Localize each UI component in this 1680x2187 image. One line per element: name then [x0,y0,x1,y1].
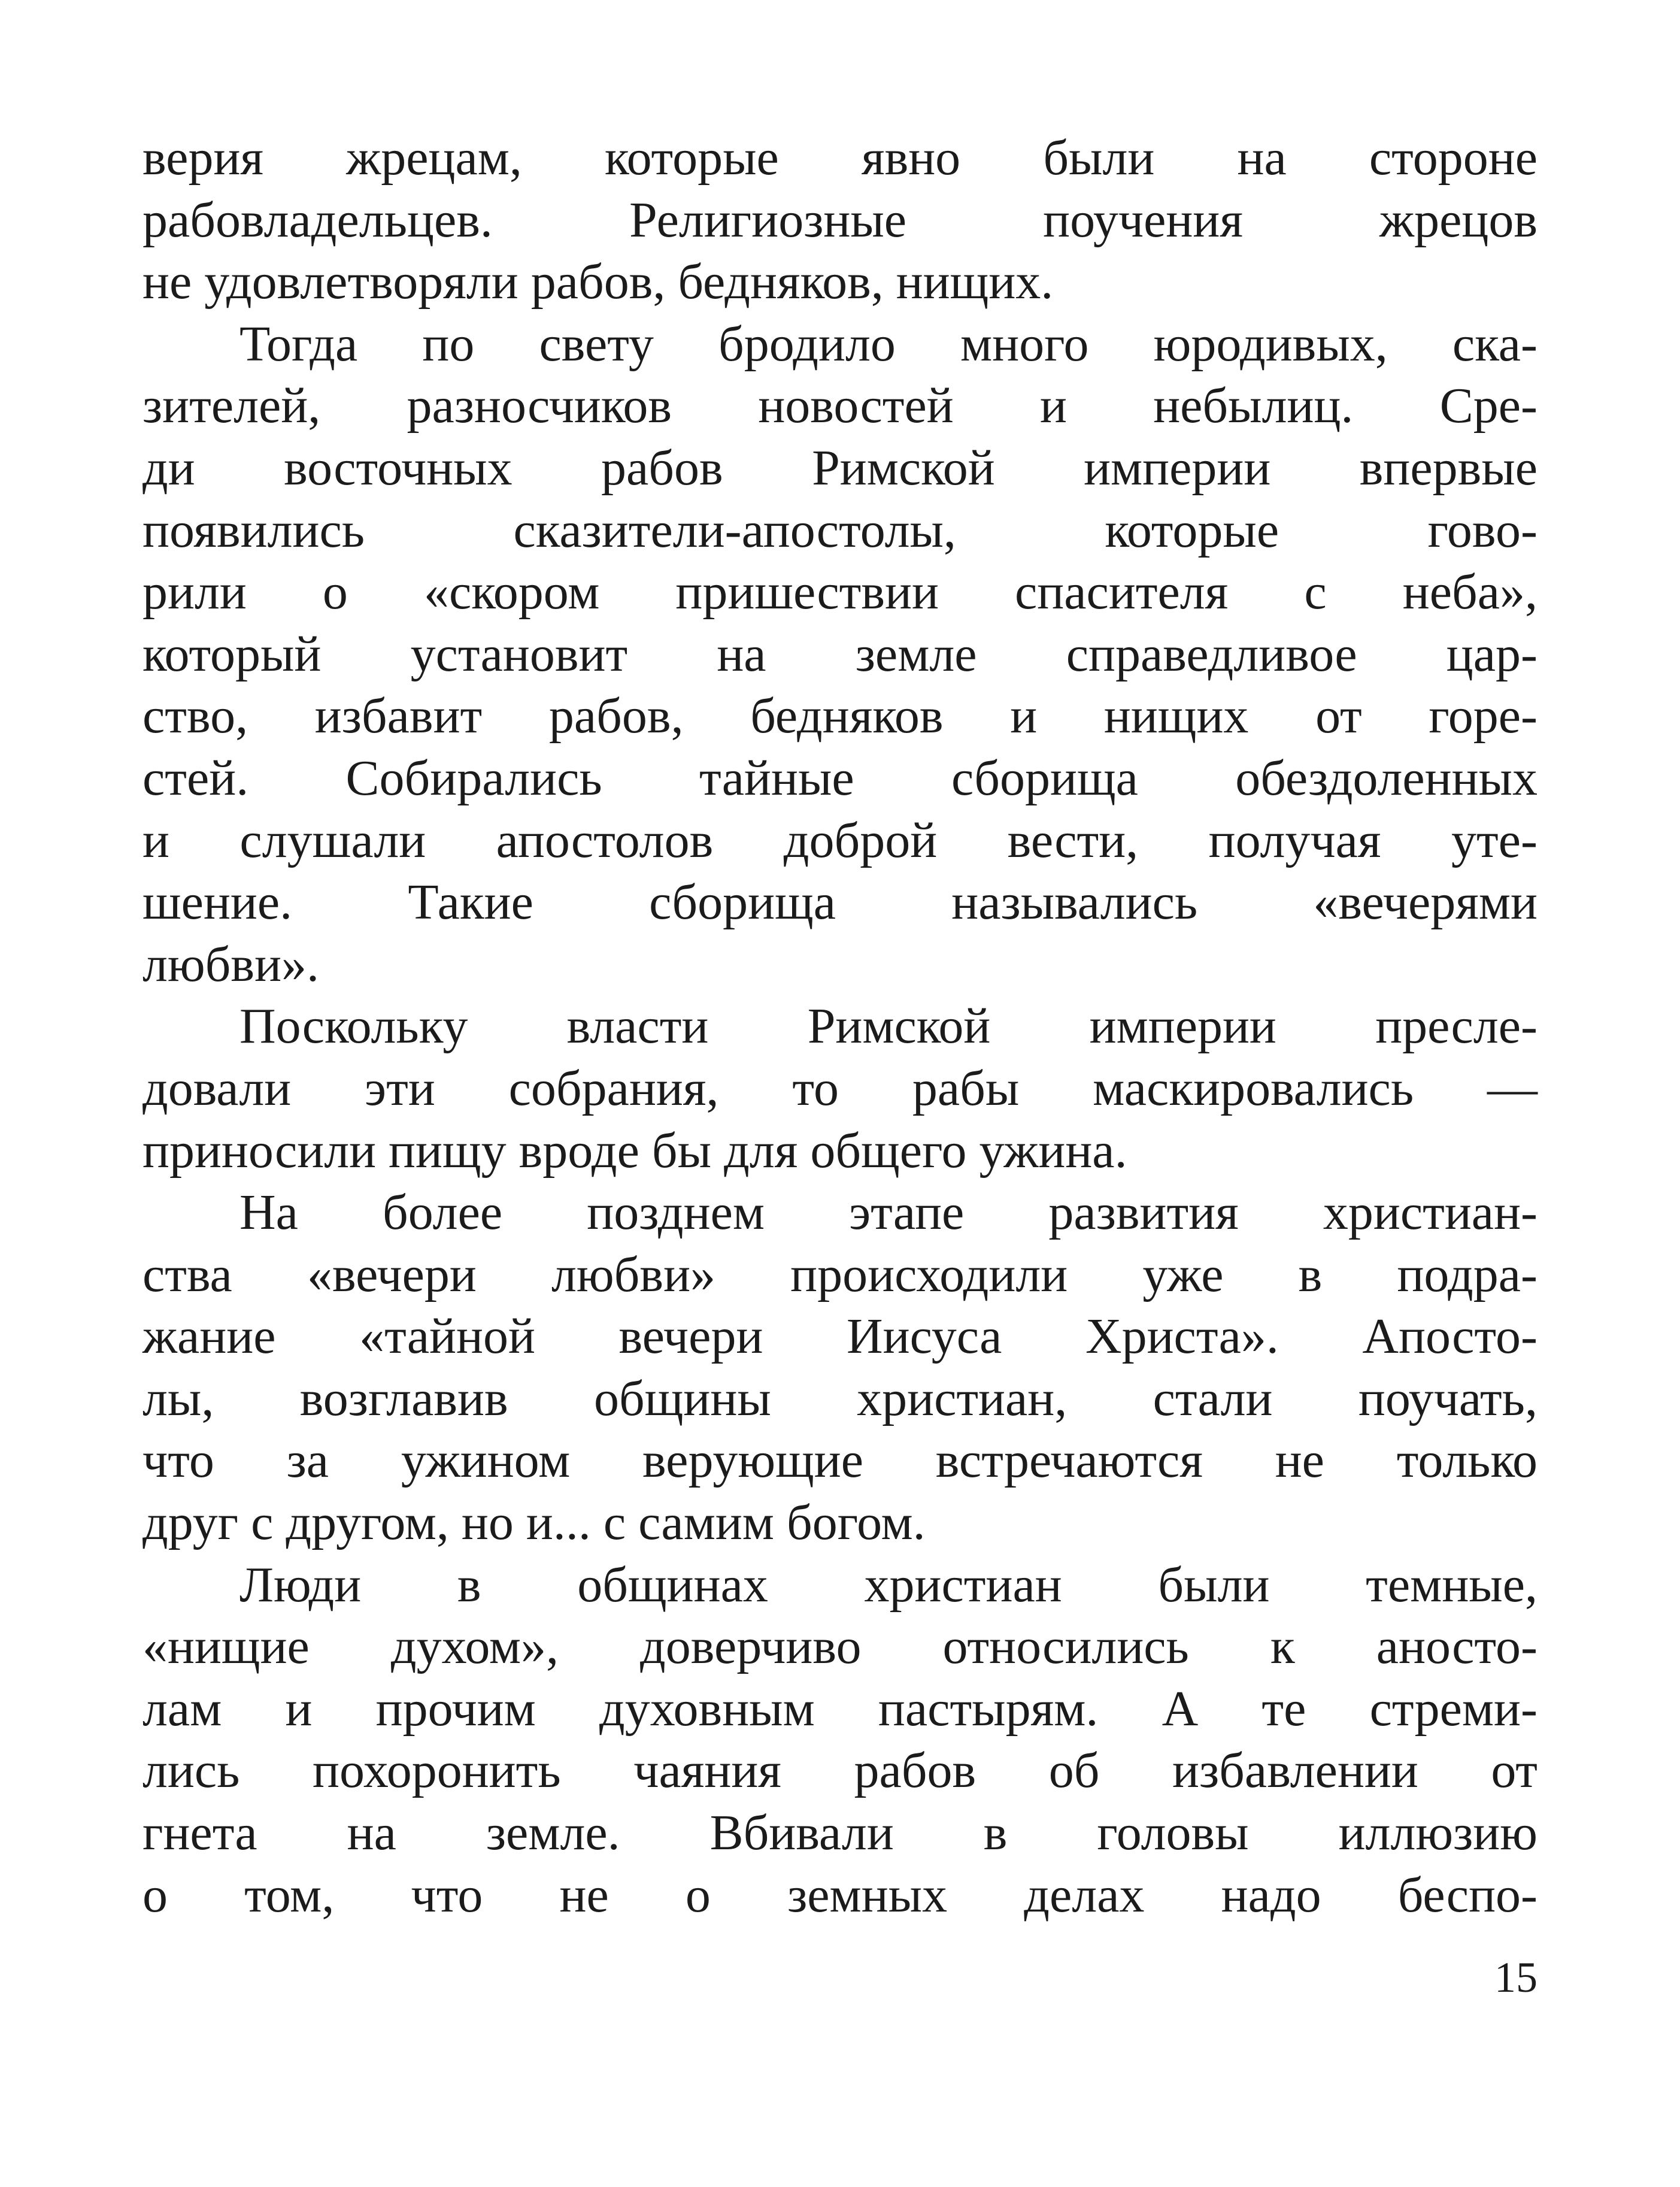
body-text [142,127,1538,1926]
text-line: рабовладельцев. Религиозные поучения жрецов [142,192,1538,248]
text-line: Люди в общинах христиан были темные, [239,1556,1538,1613]
text-line: На более позднем этапе развития христиан- [239,1185,1538,1241]
text-line: приносили пищу вроде бы для общего ужина. [142,1122,1127,1179]
text-line: лись похоронить чаяния рабов об избавлении от [142,1743,1538,1799]
paragraph [142,127,1538,313]
text-line: появились сказители-апостолы, которые гово- [142,502,1538,558]
text-line: «нищие духом», доверчиво относились к аносто- [142,1619,1538,1675]
text-line: верия жрецам, которые явно были на стороне [142,130,1538,186]
text-line: лам и прочим духовным пастырям. А те стреми- [142,1680,1538,1737]
text-line: шение. Такие сборища назывались «вечерями [142,874,1538,931]
text-line: ди восточных рабов Римской империи впервые [142,440,1538,496]
text-line: Поскольку власти Римской империи пресле- [239,998,1538,1055]
text-line: не удовлетворяли рабов, бедняков, нищих. [142,254,1054,310]
text-line: довали эти собрания, то рабы маскировались — [142,1060,1538,1116]
text-line: рили о «скором пришествии спасителя с неба», [142,564,1538,620]
text-line: ства «вечери любви» происходили уже в подра- [142,1246,1538,1302]
text-line: стей. Собирались тайные сборища обездоленных [142,750,1538,806]
text-line: жание «тайной вечери Иисуса Христа». Апосто- [142,1308,1538,1365]
text-line: друг с другом, но и... с самим богом. [142,1495,926,1551]
paragraph [142,1554,1538,1927]
text-line: зителей, разносчиков новостей и небылиц. Сре- [142,378,1538,434]
text-line: лы, возглавив общины христиан, стали поучать, [142,1370,1538,1426]
text-line: гнета на земле. Вбивали в головы иллюзию [142,1805,1538,1861]
text-line: ство, избавит рабов, бедняков и нищих от горе- [142,688,1538,744]
text-line: любви». [142,936,320,992]
page-number: 15 [1494,1953,1538,2001]
paragraph [142,1182,1538,1554]
text-line: который установит на земле справедливое цар- [142,626,1538,682]
text-line: что за ужином верующие встречаются не только [142,1432,1538,1489]
paragraph [142,313,1538,996]
text-line: Тогда по свету бродило много юродивых, ска- [239,316,1538,372]
text-line: и слушали апостолов доброй вести, получая уте- [142,812,1538,868]
text-line: о том, что не о земных делах надо беспо- [142,1867,1538,1923]
paragraph [142,995,1538,1182]
